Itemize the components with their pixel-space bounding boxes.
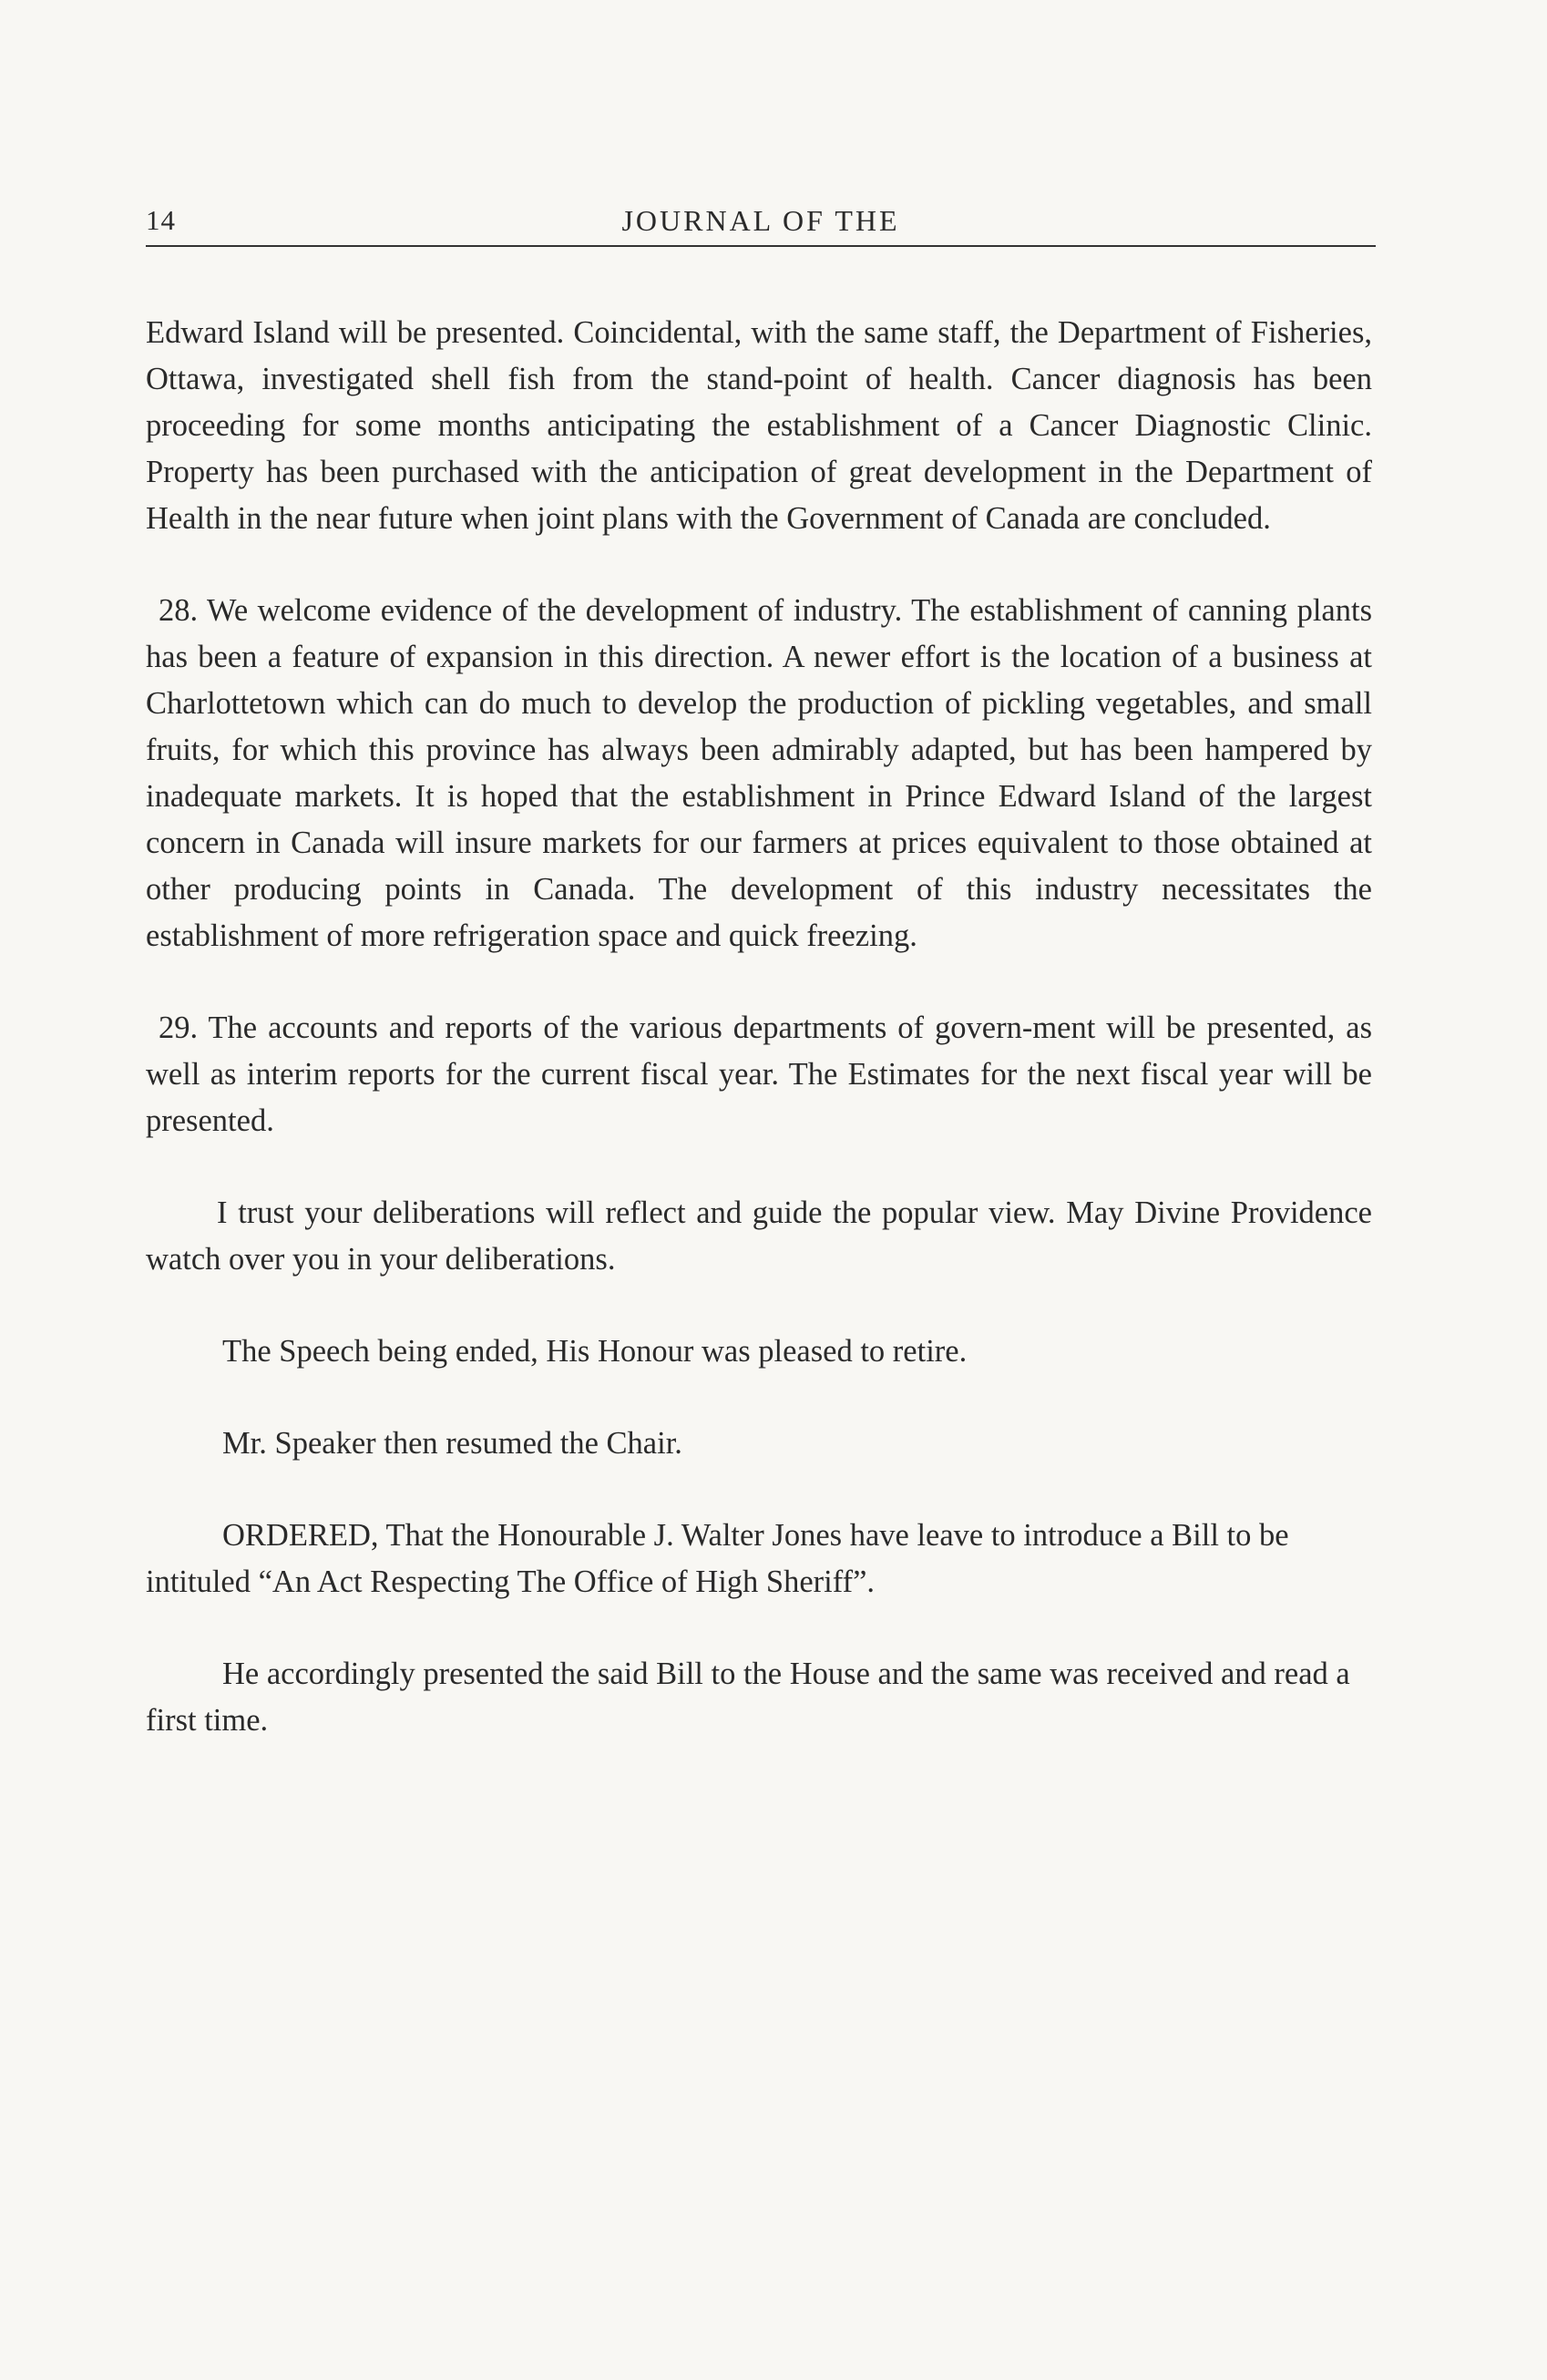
body-text bbox=[146, 310, 1372, 1790]
closing-paragraph: I trust your deliberations will reflect and guide the popular view. May Divine Providence watch over you in your deliberations. bbox=[146, 1195, 1372, 1277]
page-number: 14 bbox=[146, 204, 176, 236]
ordered-paragraph: ORDERED, That the Honourable J. Walter Jones have leave to introduce a Bill to be intituled “An Act Respecting The Office of High Sheriff”. bbox=[146, 1518, 1289, 1599]
header-rule bbox=[146, 245, 1376, 247]
running-head: JOURNAL OF THE bbox=[621, 204, 900, 237]
speech-ended-line: The Speech being ended, His Honour was pleased to retire. bbox=[222, 1334, 968, 1369]
paragraph-29: 29. The accounts and reports of the various departments of govern-ment will be presented, as well as interim reports for the current fiscal year. The Estimates for the next fiscal year will be presented. bbox=[146, 1010, 1372, 1138]
bill-presented-paragraph: He accordingly presented the said Bill to the House and the same was received and read a first time. bbox=[146, 1657, 1350, 1738]
paragraph-28: 28. We welcome evidence of the development of industry. The establishment of canning plants has been a feature of expansion in this direction. A newer effort is the location of a business at Charlottetown which can do much to develop the production of pickling vegetables, and small fruits, for which this province has always been admirably adapted, but has been hampered by inadequate markets. It is hoped that the establishment in Prince Edward Island of the largest concern in Canada will insure markets for our farmers at prices equivalent to those obtained at other producing points in Canada. The development of this industry necessitates the establishment of more refrigeration space and quick freezing. bbox=[146, 593, 1372, 953]
paragraph-continued: Edward Island will be presented. Coincidental, with the same staff, the Department of Fisheries, Ottawa, investigated shell fish from the stand-point of health. Cancer diagnosis has been proceeding for some months anticipating the establishment of a Cancer Diagnostic Clinic. Property has been purchased with the anticipation of great development in the Department of Health in the near future when joint plans with the Government of Canada are concluded. bbox=[146, 315, 1372, 536]
page-header bbox=[146, 193, 1376, 248]
speaker-resumed-line: Mr. Speaker then resumed the Chair. bbox=[222, 1426, 682, 1461]
